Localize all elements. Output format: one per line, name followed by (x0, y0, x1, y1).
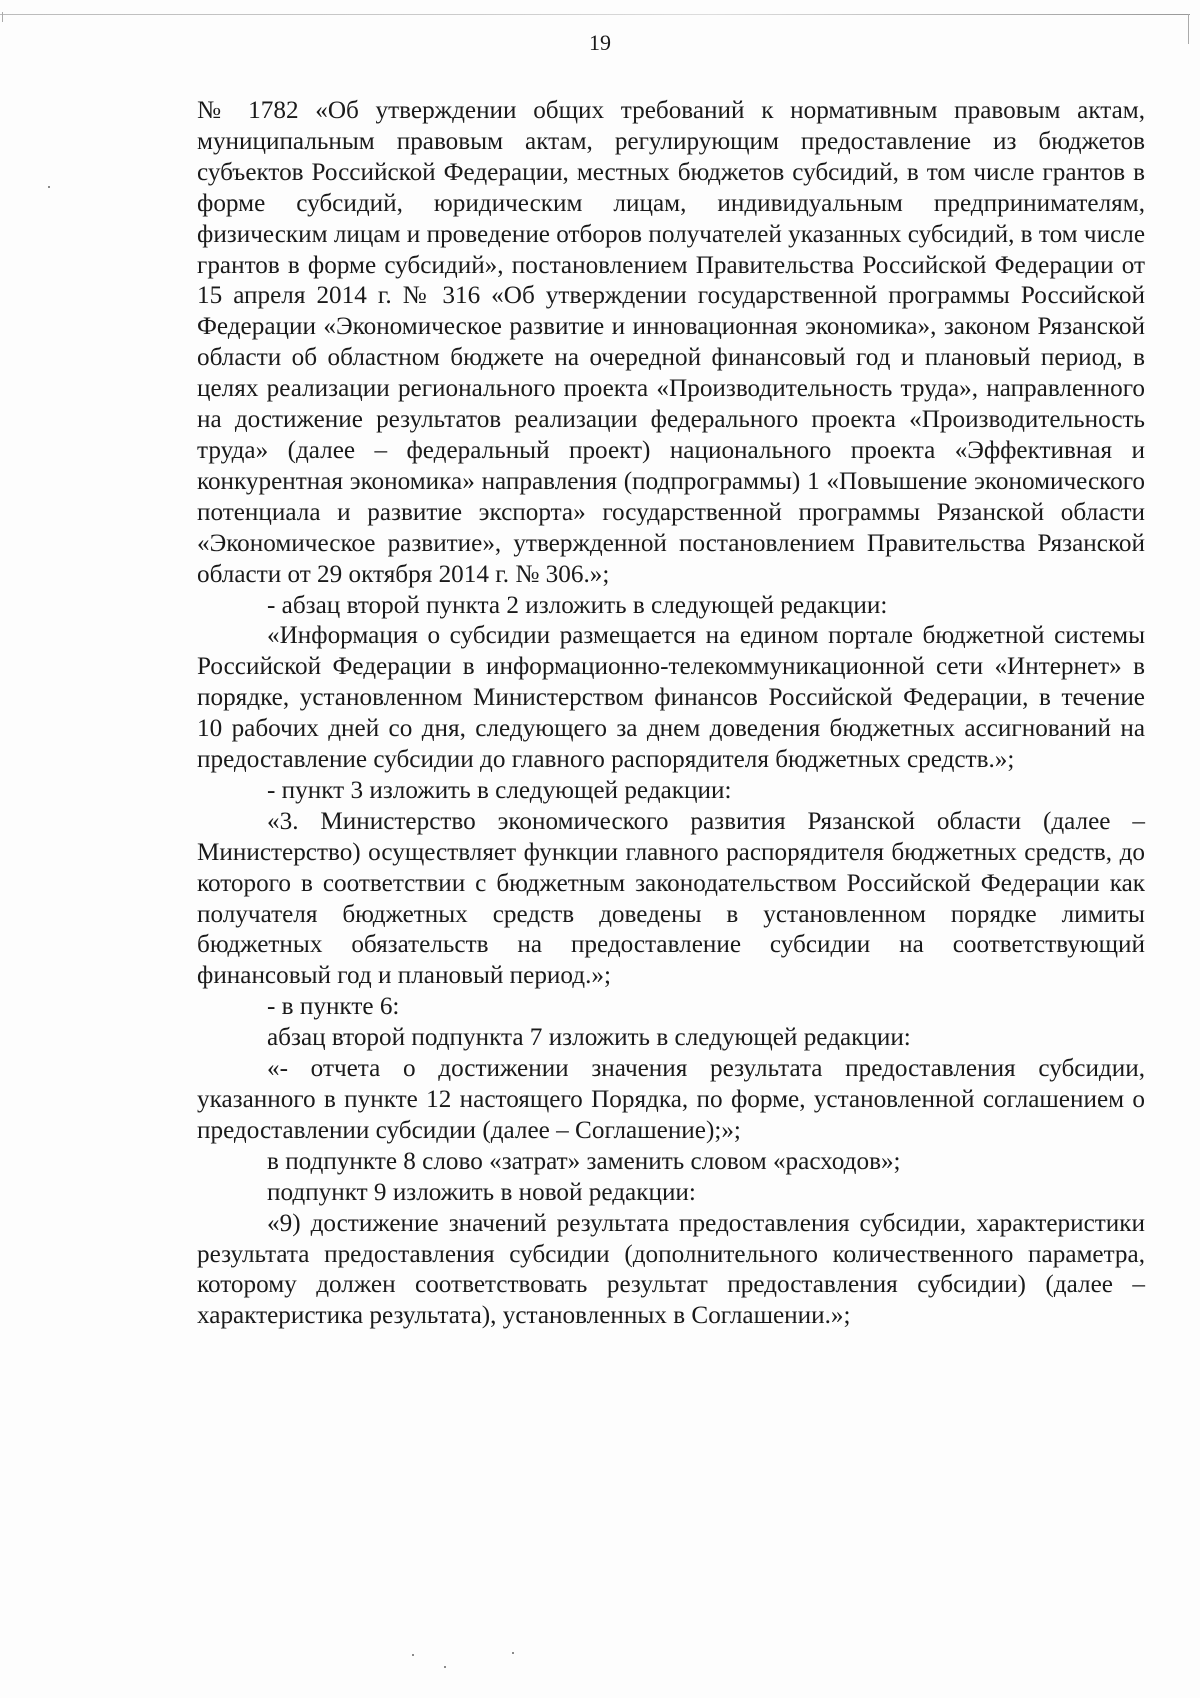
paragraph: - в пункте 6: (267, 993, 400, 1021)
paragraph: «9) достижение значений результата предоставления субсидии, характеристики результата предоставления субсидии (дополнительного количественного параметра, которому должен соответствовать результат предоставления субсидии) (далее – характеристика результата), установленных в Соглашении.»; (197, 1209, 1145, 1330)
paragraph: - пункт 3 изложить в следующей редакции: (267, 776, 732, 804)
paragraph: абзац второй подпункта 7 изложить в следующей редакции: (267, 1024, 911, 1052)
document-body (197, 96, 1145, 1332)
paragraph: подпункт 9 изложить в новой редакции: (267, 1178, 696, 1206)
paragraph: в подпункте 8 слово «затрат» заменить словом «расходов»; (267, 1147, 901, 1175)
paragraph: «Информация о субсидии размещается на едином портале бюджетной системы Российской Федерации в информационно-телекоммуникационной сети «Интернет» в порядке, установленном Министерством финансов Российской Федерации, в течение 10 рабочих дней со дня, следующего за днем доведения бюджетных ассигнований на предоставление субсидии до главного распорядителя бюджетных средств.»; (197, 622, 1145, 774)
scan-edge-mark (2, 12, 3, 22)
paragraph: «- отчета о достижении значения результата предоставления субсидии, указанного в пункте 12 настоящего Порядка, по форме, установленной соглашением о предоставлении субсидии (далее – Соглашение);»; (197, 1055, 1145, 1144)
scan-speck (412, 1654, 414, 1656)
paragraph: «3. Министерство экономического развития Рязанской области (далее – Министерство) осуществляет функции главного распорядителя бюджетных средств, до которого в соответствии с бюджетным законодательством Российской Федерации как получателя бюджетных средств доведены в установленном порядке лимиты бюджетных обязательств на предоставление субсидии на соответствующий финансовый год и плановый период.»; (197, 807, 1145, 990)
paragraph: № 1782 «Об утверждении общих требований к нормативным правовым актам, муниципальным правовым актам, регулирующим предоставление из бюджетов субъектов Российской Федерации, местных бюджетов субсидий, в том числе грантов в форме субсидий, юридическим лицам, индивидуальным предпринимателям, физическим лицам и проведение отборов получателей указанных субсидий, в том числе грантов в форме субсидий», постановлением Правительства Российской Федерации от 15 апреля 2014 г. № 316 «Об утверждении государственной программы Российской Федерации «Экономическое развитие и инновационная экономика», законом Рязанской области об областном бюджете на очередной финансовый год и плановый период, в целях реализации регионального проекта «Производительность труда», направленного на достижение результатов реализации федерального проекта «Производительность труда» (далее – федеральный проект) национального проекта «Эффективная и конкурентная экономика» направления (подпрограммы) 1 «Повышение экономического потенциала и развитие экспорта» государственной программы Рязанской области «Экономическое развитие», утвержденной постановлением Правительства Рязанской области от 29 октября 2014 г. № 306.»; (197, 97, 1145, 588)
paragraph: - абзац второй пункта 2 изложить в следующей редакции: (267, 591, 888, 619)
page-number: 19 (589, 30, 611, 55)
scan-speck (48, 186, 50, 188)
scan-speck (512, 1652, 514, 1654)
scan-speck (444, 1666, 446, 1668)
scan-edge-line (0, 14, 1190, 15)
